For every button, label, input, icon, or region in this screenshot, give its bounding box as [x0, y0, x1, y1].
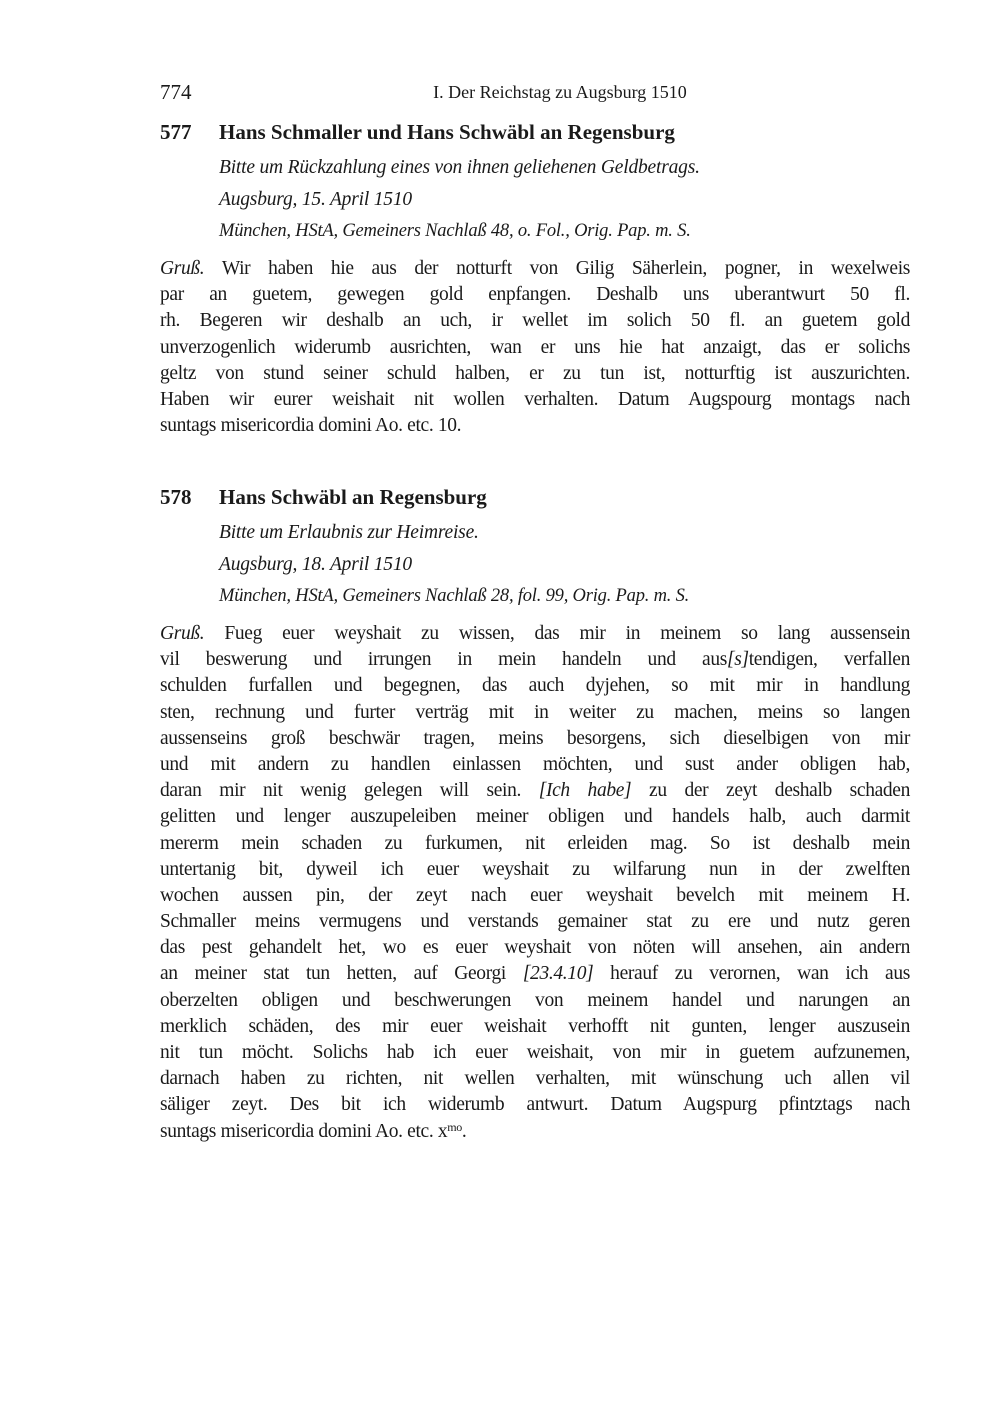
entry-source: München, HStA, Gemeiners Nachlaß 48, o. Fol., Orig. Pap. m. S.: [219, 221, 691, 241]
body-text: Haben wir eurer weishait nit wollen verhalten. Datum Augspourg montags nach: [160, 388, 910, 410]
entry-summary: Bitte um Rückzahlung eines von ihnen geliehenen Geldbetrags.: [219, 157, 700, 178]
body-text: untertanig bit, dyweil ich euer weyshait zu wilfarung nun in der zwelften: [160, 858, 910, 880]
body-text: oberzelten obligen und beschwerungen von meinem handel und narungen an: [160, 989, 910, 1011]
entry-date: Augsburg, 15. April 1510: [219, 189, 412, 210]
body-text: merklich schäden, des mir euer weishait verhofft nit gunten, lenger auszusein: [160, 1015, 910, 1037]
body-text: mererm mein schaden zu furkumen, nit erleiden mag. So ist deshalb mein: [160, 832, 910, 854]
body-line: [160, 988, 910, 1014]
body-text: zu der zeyt deshalb schaden: [631, 780, 911, 802]
body-line: [160, 909, 910, 935]
body-line: [160, 831, 910, 857]
body-text: Schmaller meins vermugens und verstands gemainer stat zu ere und nutz geren: [160, 911, 910, 933]
italic-text: Gruß.: [160, 258, 205, 279]
entry-date: Augsburg, 18. April 1510: [219, 554, 412, 575]
body-line: [160, 335, 910, 361]
entry-number: 578: [160, 485, 192, 509]
body-text: das pest gehandelt het, wo es euer weyshait von nöten will ansehen, ain andern: [160, 937, 910, 959]
body-line: [160, 700, 910, 726]
body-line: [160, 282, 910, 308]
entry-number: 577: [160, 120, 192, 144]
running-title: I. Der Reichstag zu Augsburg 1510: [433, 82, 687, 102]
body-text: herauf zu verornen, wan ich aus: [593, 963, 910, 985]
body-text: suntags misericordia domini Ao. etc. x: [160, 1120, 448, 1142]
body-line: [160, 1066, 910, 1092]
body-text: suntags misericordia domini Ao. etc. 10.: [160, 415, 462, 437]
superscript-text: mo: [447, 1119, 462, 1134]
body-line: [160, 387, 910, 413]
body-text: Wir haben hie aus der notturft von Gilig Säherlein, pogner, in wexelweis: [204, 258, 910, 279]
body-line: [160, 883, 910, 909]
body-line: [160, 673, 910, 699]
body-line: [160, 1092, 910, 1118]
body-text: daran mir nit wenig gelegen will sein.: [160, 780, 539, 802]
body-text: unverzogenlich widerumb ausrichten, wan er uns hie hat anzaigt, das er solichs: [160, 336, 910, 358]
entry-title: Hans Schmaller und Hans Schwäbl an Regensburg: [219, 120, 675, 144]
body-text: schulden furfallen und begegnen, das auch dyjehen, so mit mir in handlung: [160, 675, 910, 697]
body-text: an meiner stat tun hetten, auf Georgi: [160, 963, 523, 985]
body-text: gelitten und lenger auszupeleiben meiner obligen und handels halb, auch darmit: [160, 806, 910, 828]
body-text: nit tun möcht. Solichs hab ich euer weishait, von mir in guetem aufzunemen,: [160, 1042, 910, 1063]
body-line: [160, 308, 910, 334]
body-text: geltz von stund seiner schuld halben, er zu tun ist, notturftig ist auszurichten.: [160, 362, 910, 384]
body-line: [160, 752, 910, 778]
body-line: [160, 621, 910, 647]
body-line: [160, 857, 910, 883]
body-text: sten, rechnung und furter verträg mit in weiter zu machen, meins so langen: [160, 701, 910, 723]
body-text: Fueg euer weyshait zu wissen, das mir in meinem so lang aussensein: [204, 623, 910, 644]
body-text: rh. Begeren wir deshalb an uch, ir wellet im solich 50 fl. an guetem gold: [160, 310, 910, 332]
body-text: darnach haben zu richten, nit wellen verhalten, mit wünschung uch allen vil: [160, 1068, 910, 1090]
body-line: [160, 1014, 910, 1040]
body-text: und mit andern zu handlen einlassen möchten, und sust ander obligen hab,: [160, 753, 910, 775]
body-text: par an guetem, gewegen gold enpfangen. Deshalb uns uberantwurt 50 fl.: [160, 284, 910, 306]
body-text: tendigen, verfallen: [748, 649, 910, 671]
body-line: [160, 778, 910, 804]
body-line: [160, 361, 910, 387]
body-text: .: [461, 1120, 467, 1142]
entry-title: Hans Schwäbl an Regensburg: [219, 485, 487, 509]
body-text: vil beswerung und irrungen in mein handeln und aus: [160, 649, 727, 671]
body-line: [160, 1119, 910, 1145]
entry-body: [160, 621, 910, 1145]
entry-source: München, HStA, Gemeiners Nachlaß 28, fol. 99, Orig. Pap. m. S.: [219, 586, 690, 606]
italic-text: [23.4.10]: [522, 963, 594, 985]
body-line: [160, 804, 910, 830]
body-text: aussenseins groß beschwär tragen, meins besorgens, sich dieselbigen von mir: [160, 727, 910, 749]
body-line: [160, 413, 910, 439]
body-line: [160, 647, 910, 673]
body-text: säliger zeyt. Des bit ich widerumb antwurt. Datum Augspurg pfintztags nach: [160, 1094, 910, 1116]
entry-summary: Bitte um Erlaubnis zur Heimreise.: [219, 522, 479, 543]
body-line: [160, 1040, 910, 1066]
italic-text: [Ich habe]: [538, 780, 632, 802]
body-line: [160, 961, 910, 987]
entry-body: [160, 256, 910, 439]
body-line: [160, 256, 910, 282]
body-line: [160, 935, 910, 961]
italic-text: [s]: [726, 649, 749, 671]
body-line: [160, 726, 910, 752]
italic-text: Gruß.: [160, 623, 205, 644]
page-number: 774: [160, 80, 192, 104]
body-text: wochen aussen pin, der zeyt nach euer weyshait bevelch mit meinem H.: [160, 884, 910, 906]
